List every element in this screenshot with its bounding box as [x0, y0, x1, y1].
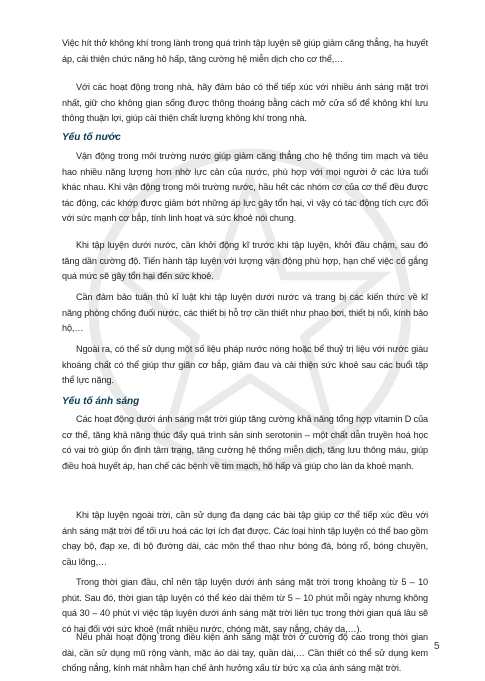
paragraph-hydrotherapy: Ngoài ra, có thể sử dụng một số liệu pháp nước nóng hoặc bể thuỷ trị liệu với nước giàu khoáng chất có thể giúp thư giãn cơ bắp, giảm đau và cải thiện sức khoẻ sau các buổi tập thể lực nặng. [62, 344, 428, 386]
paragraph-sun-duration: Trong thời gian đầu, chỉ nên tập luyện dưới ánh sáng mặt trời trong khoảng từ 5 – 10 phút. Sau đó, thời gian tập luyện có thể kéo dài thêm từ 5 – 10 phút mỗi ngày nhưng không quá 30 – 40 phút vì việc tập luyện dưới ánh sáng mặt trời liên tục trong thời gian quá lâu sẽ có hại đối với sức khoẻ (mất nhiều nước, chóng mặt, say nắng, cháy da,…). [62, 577, 428, 634]
paragraph-water-safety: Cần đảm bảo tuân thủ kỉ luật khi tập luyện dưới nước và trang bị các kiến thức về kĩ năng phòng chống đuối nước, các thiết bị hỗ trợ cần thiết như phao bơi, thiết bị nổi, kính bảo hộ,… [62, 292, 428, 334]
paragraph-indoor-activity: Với các hoạt động trong nhà, hãy đảm bảo có thể tiếp xúc với nhiều ánh sáng mặt trời nhất, giữ cho không gian sống được thông thoáng bằng cách mở cửa sổ để không khí lưu thông thuận lợi, giúp cải thiện chất lượng không khí trong nhà. [62, 82, 428, 124]
page-number: 5 [434, 641, 440, 652]
heading-water-factor: Yếu tố nước [62, 132, 121, 143]
heading-sunlight-factor: Yếu tố ánh sáng [62, 396, 140, 407]
paragraph-outdoor-exercise: Khi tập luyện ngoài trời, cần sử dụng đa dạng các bài tập giúp cơ thể tiếp xúc đều với ánh sáng mặt trời để tối ưu hoá các lợi ích đạt được. Các loại hình tập luyện có thể bao gồm chạy bộ, đạp xe, đi bộ đường dài, các môn thể thao như bóng đá, bóng rổ, bóng chuyền, cầu lông,… [62, 510, 428, 567]
paragraph-sunlight-benefits: Các hoạt động dưới ánh sáng mặt trời giúp tăng cường khả năng tổng hợp vitamin D của cơ thể, tăng khả năng thúc đẩy quá trình sản sinh serotonin – một chất dẫn truyền hoá học có vai trò giúp ổn định tâm trạng, tăng cường hệ thống miễn dịch, tăng lưu thông máu, giúp điều hoà huyết áp, hạn chế các bệnh về tim mạch, hô hấp và giúp cho làn da khoẻ mạnh. [62, 414, 428, 471]
paragraph-water-warmup: Khi tập luyện dưới nước, cần khởi động kĩ trước khi tập luyện, khởi đầu chậm, sau đó tăng dần cường độ. Tiến hành tập luyện với lượng vận động phù hợp, hạn chế việc cố gắng quá mức sẽ gây tổn hại đến sức khoẻ. [62, 240, 428, 282]
paragraph-sun-protection: Nếu phải hoạt động trong điều kiện ánh sáng mặt trời ở cường độ cao trong thời gian dài, cần sử dụng mũ rộng vành, mặc áo dài tay, quần dài,… Cần thiết có thể sử dụng kem chống nắng, kính mát nhằm hạn chế ảnh hưởng xấu từ bức xạ của ánh sáng mặt trời. [62, 632, 428, 674]
paragraph-water-benefits: Vận động trong môi trường nước giúp giảm căng thẳng cho hệ thống tim mạch và tiêu hao nhiều năng lượng hơn nhờ lực cản của nước, phù hợp với mọi người ở các lứa tuổi khác nhau. Khi vận động trong môi trường nước, hầu hết các nhóm cơ của cơ thể đều được tác động, các khớp được giảm bớt những áp lực gây tổn hại, vì vậy có tác động tích cực đối với sức mạnh cơ bắp, tính linh hoạt và sức khoẻ nói chung. [62, 151, 428, 224]
paragraph-fresh-air: Việc hít thở không khí trong lành trong quá trình tập luyện sẽ giúp giảm căng thẳng, hạ huyết áp, cải thiện chức năng hô hấp, tăng cường hệ miễn dịch cho cơ thể,… [62, 38, 428, 64]
